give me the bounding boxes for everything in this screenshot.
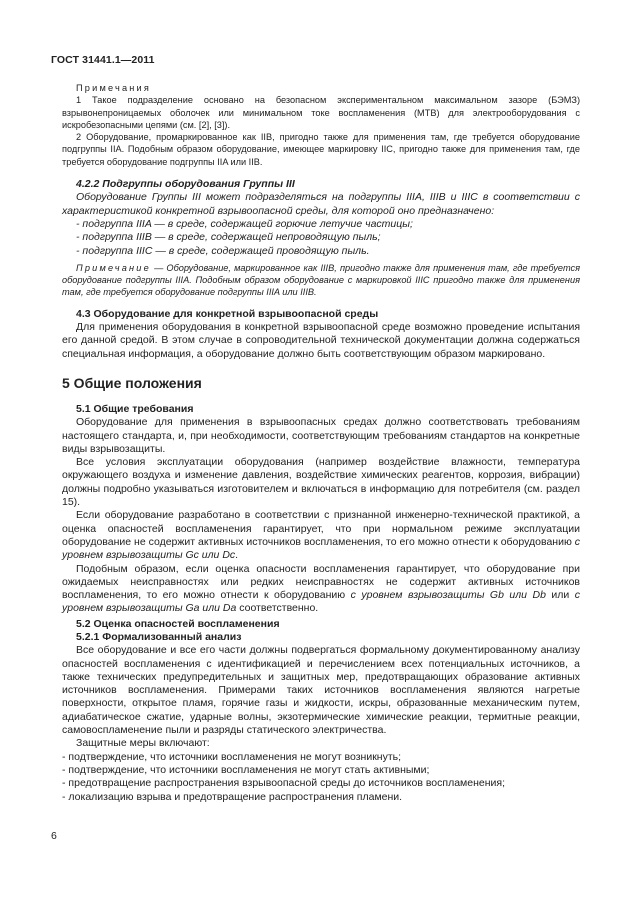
text-run: соответственно.	[236, 602, 319, 615]
section-4-2-2-heading: 4.2.2 Подгруппы оборудования Группы III	[76, 178, 295, 191]
section-4-2-2-intro: Оборудование Группы III может подразделяться на подгруппы IIIA, IIIB и IIIC в соответствии с характеристикой конкретной взрывоопасной среды, для которой оно предназначено:	[62, 191, 580, 217]
section-5-2-1-paragraph-1: Все оборудование и все его части должны подвергаться формальному документированному анализу опасностей воспламенения с идентификацией и перечислением всех потенциальных источников, а также технических предупредительных и защитных мер, предотвращающих образование активных источников воспламенения. Примерами таких источников воспламенения являются нагретые поверхности, открытое пламя, горячие газы и жидкости, искры, образованные механическим путем, адиабатическое сжатие, ударные волны, экзотермические химические реакции, термитные реакции, самовоспламенение пыли и разряды статического электричества.	[62, 644, 580, 737]
text-run: Подобным образом, если оценка опасности воспламенения гарантирует, что оборудование при ожидаемых неисправностях или редких неисправностях не содержит активных источников воспламенения, то его можно отнести к оборудованию	[62, 562, 580, 602]
list-item: - подтверждение, что источники воспламенения не могут возникнуть;	[62, 750, 402, 763]
list-item: - подтверждение, что источники воспламенения не могут стать активными;	[62, 763, 430, 776]
list-item: - предотвращение распространения взрывоопасной среды до источников воспламенения;	[62, 777, 505, 790]
section-4-2-2-note	[62, 262, 580, 299]
notes-label: Примечания	[76, 83, 152, 93]
emphasis-run: с уровнем взрывозащиты Ga или Da	[62, 589, 580, 615]
text-run: или	[545, 589, 575, 602]
section-5-2-1-heading: 5.2.1 Формализованный анализ	[76, 630, 242, 643]
text-run: .	[235, 549, 239, 562]
page-number: 6	[51, 830, 57, 842]
emphasis-run: с уровнем взрывозащиты Gc или Dc	[62, 535, 580, 562]
list-item: - локализацию взрыва и предотвращение распространения пламени.	[62, 790, 403, 803]
section-5-1-paragraph-3	[62, 509, 580, 562]
note-text: — Оборудование, маркированное как IIIB, пригодно также для применения там, где требуется оборудование подгруппы IIIA. Подобным образом оборудование с маркировкой IIIC пригодно также для применения там, где требуется оборудование подгруппы IIIA или IIIB.	[62, 262, 580, 298]
emphasis-run: с уровнем взрывозащиты Gb или Db	[350, 589, 546, 602]
section-5-1-paragraph-1: Оборудование для применения в взрывоопасных средах должно соответствовать требованиям настоящего стандарта, и, при необходимости, соответствующим требованиям стандартов на конкретные виды взрывозащиты.	[62, 416, 580, 455]
note-1: 1 Такое подразделение основано на безопасном экспериментальном максимальном зазоре (БЭМЗ) взрывонепроницаемых оболочек или минимальном токе воспламенения (МТВ) для электрооборудования с искробезопасными цепями (см. [2], [3]).	[62, 95, 580, 130]
section-5-2-heading: 5.2 Оценка опасностей воспламенения	[76, 617, 280, 630]
section-4-3-text: Для применения оборудования в конкретной взрывоопасной среде возможно проведение испытания его данной средой. В этом случае в сопроводительной технической документации должна содержаться специальная информация, а оборудование должно быть соответствующим образом маркировано.	[62, 321, 580, 360]
note-2: 2 Оборудование, промаркированное как IIB, пригодно также для применения там, где требуется оборудование подгруппы IIA. Подобным образом оборудование, имеющее маркировку IIC, пригодно также для применения там, где требуется оборудование подгруппы IIA или IIB.	[62, 132, 580, 167]
standard-header: ГОСТ 31441.1—2011	[51, 54, 155, 66]
text-run: Если оборудование разработано в соответствии с признанной инженерно-технической практикой, а оценка опасностей воспламенения гарантирует, что при нормальном режиме эксплуатации оборудование не содержит активных источников воспламенения, то его можно отнести к оборудованию	[62, 509, 580, 548]
page-content	[62, 82, 580, 804]
list-item: - подгруппа IIIA — в среде, содержащей горючие летучие частицы;	[76, 217, 413, 230]
section-5-2-1-paragraph-2: Защитные меры включают:	[76, 737, 210, 750]
list-item: - подгруппа IIIB — в среде, содержащей непроводящую пыль;	[76, 231, 381, 244]
section-5-heading: 5 Общие положения	[62, 374, 202, 391]
section-5-1-paragraph-4	[62, 563, 580, 616]
section-5-1-heading: 5.1 Общие требования	[76, 402, 194, 415]
section-4-3-heading: 4.3 Оборудование для конкретной взрывоопасной среды	[76, 307, 379, 320]
section-5-1-paragraph-2: Все условия эксплуатации оборудования (например воздействие влажности, температура окружающего воздуха и изменение давления, воздействие химических реагентов, коррозия, вибрации) должны подробно указываться изготовителем и включаться в информацию для потребителя (см. раздел 15).	[62, 456, 580, 509]
list-item: - подгруппа IIIC — в среде, содержащей проводящую пыль.	[76, 244, 370, 257]
note-label: Примечание	[76, 262, 151, 273]
